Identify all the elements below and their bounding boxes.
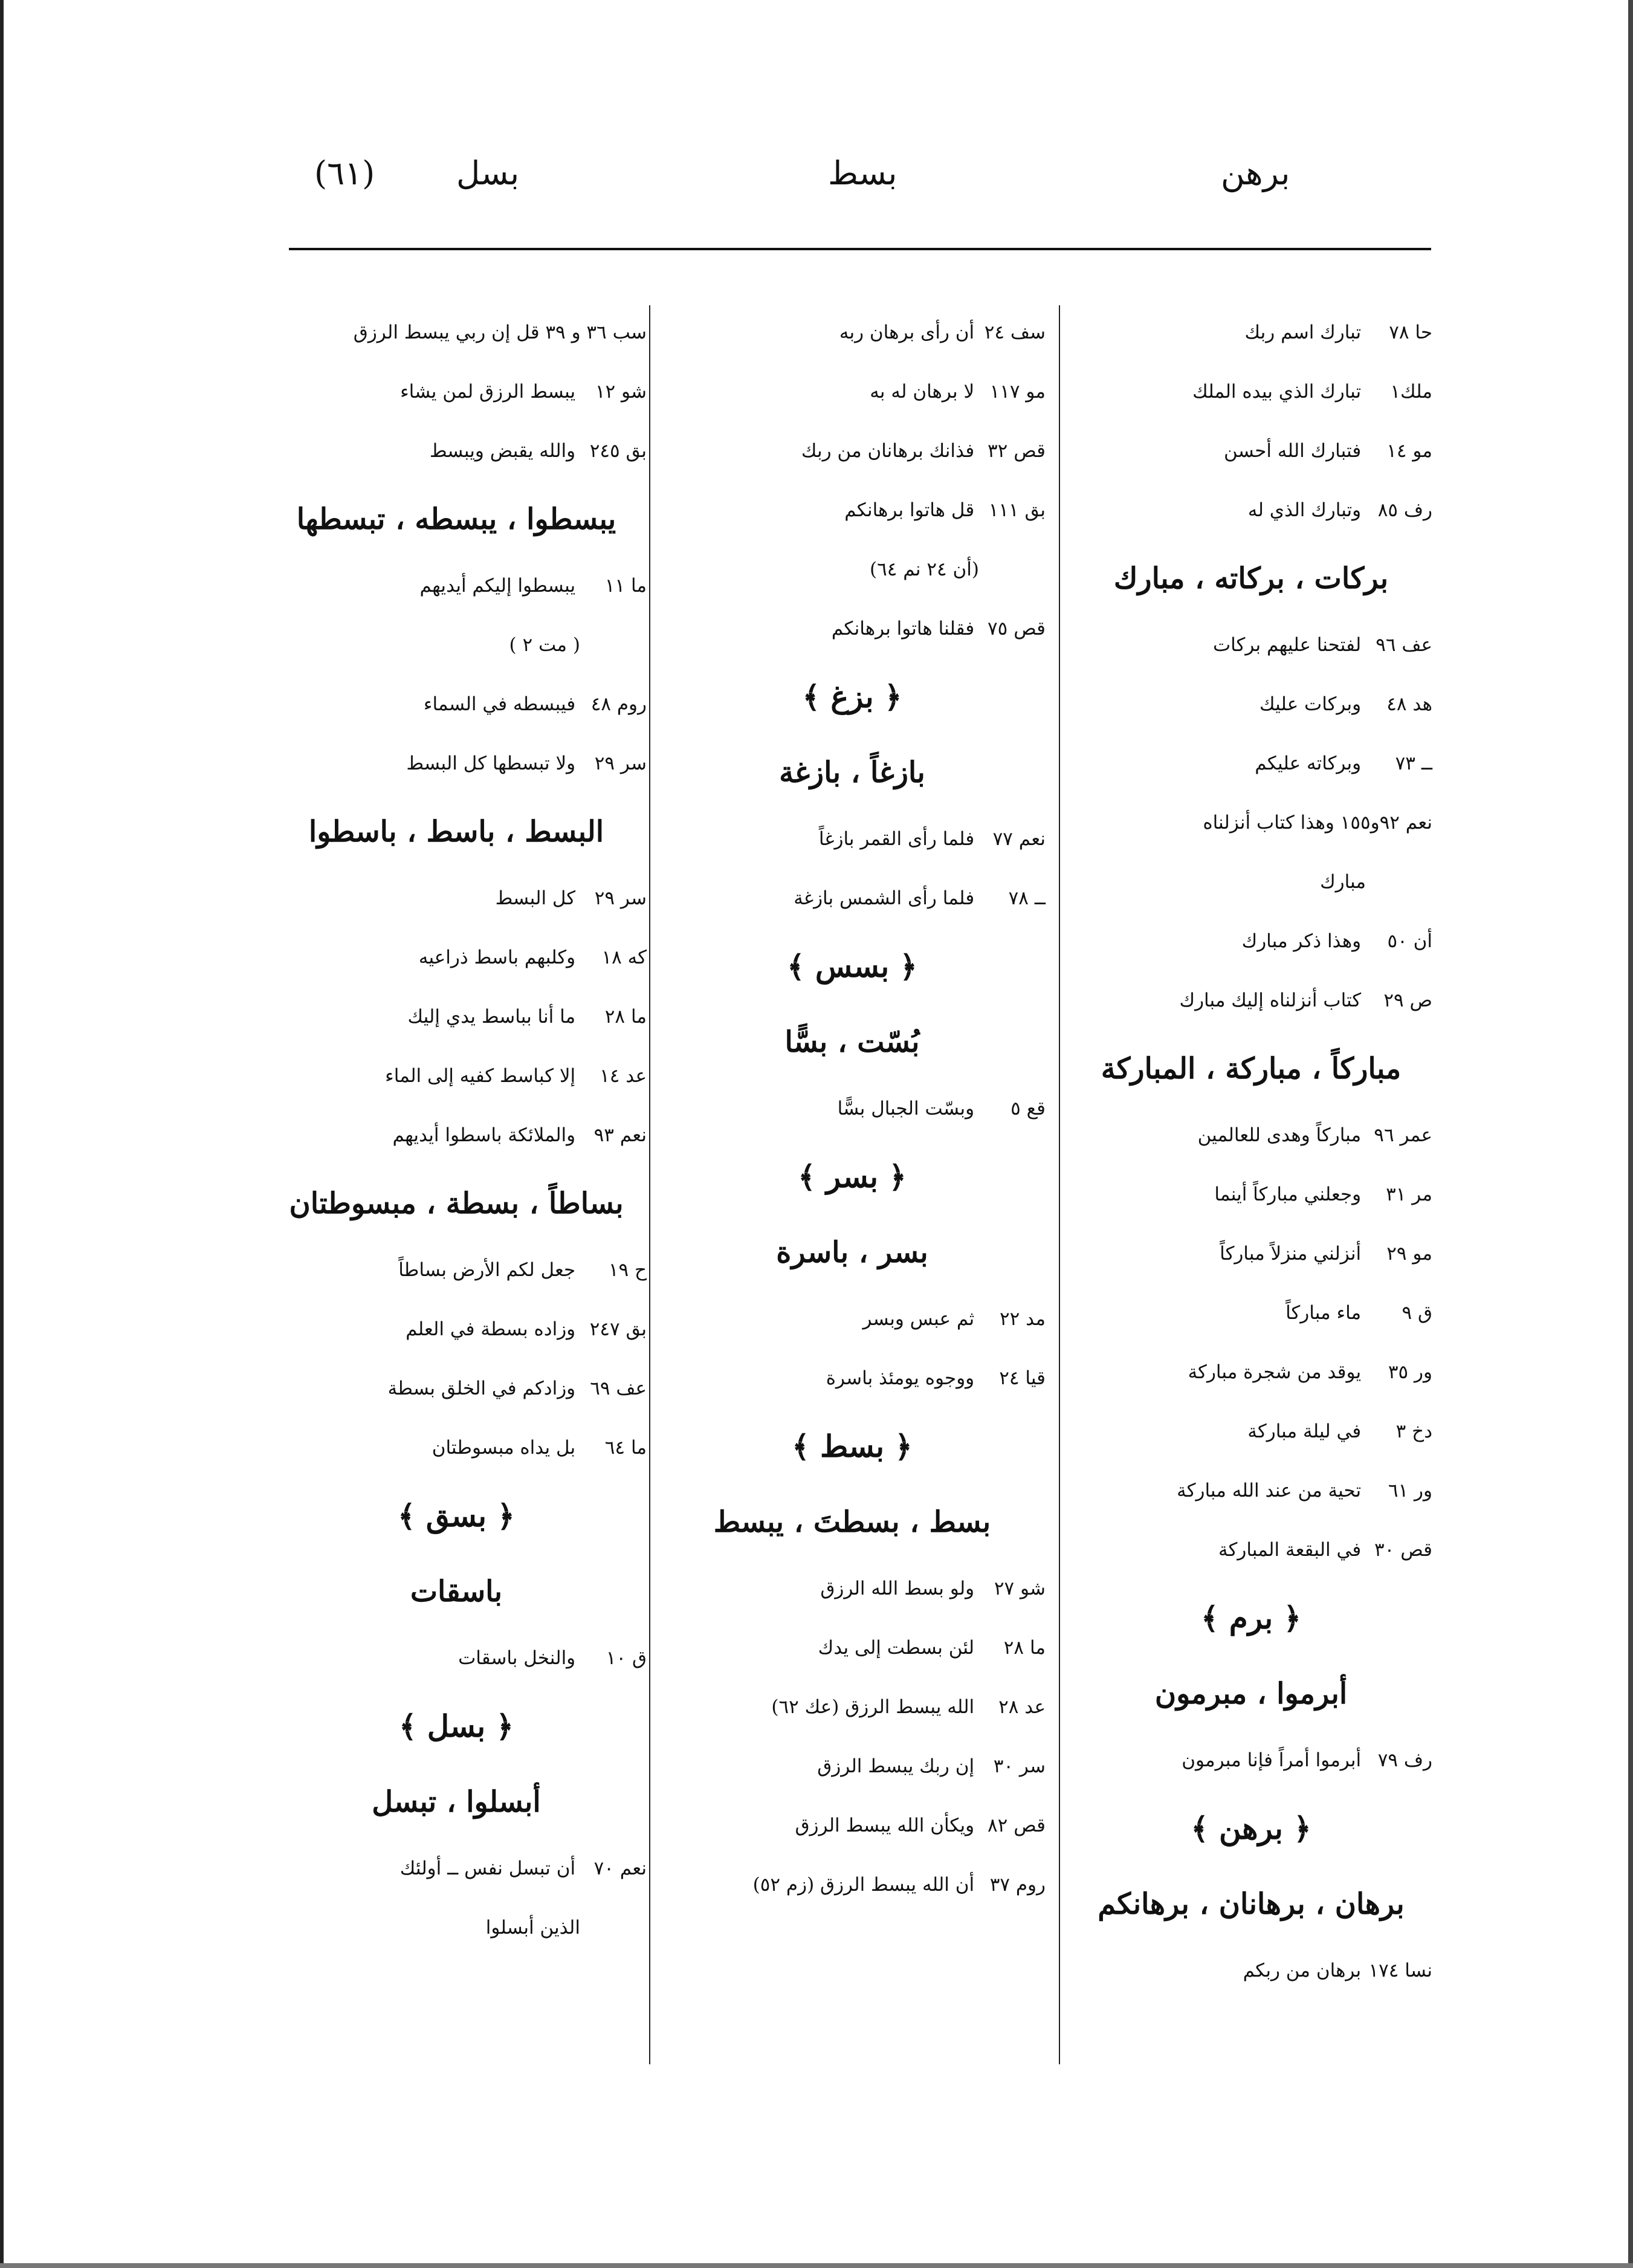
verse-reference: قيا ٢٤ xyxy=(999,1367,1046,1389)
verse-reference: عد ٢٨ xyxy=(998,1696,1046,1718)
verse-text: كتاب أنزلناه إليك مبارك xyxy=(1179,990,1367,1011)
root-word: ﴿ برم ﴾ xyxy=(1201,1600,1301,1636)
verse-text: جعل لكم الأرض بساطاً xyxy=(398,1259,581,1281)
verse-entry xyxy=(1242,917,1432,965)
verse-text: إن ربك يبسط الرزق xyxy=(817,1755,980,1777)
verse-entry xyxy=(801,427,1046,475)
verse-reference: ما ١١ xyxy=(604,575,647,597)
root-word: ﴿ برهن ﴾ xyxy=(1191,1810,1311,1846)
verse-entry xyxy=(832,604,1046,653)
verse-text: ماء مباركاً xyxy=(1285,1302,1367,1324)
verse-text: مباركاً وهدى للعالمين xyxy=(1197,1124,1367,1146)
scan-border-bottom xyxy=(0,2263,1633,2268)
verse-entry xyxy=(354,308,647,357)
verse-text: والملائكة باسطوا أيديهم xyxy=(392,1124,581,1146)
verse-entry xyxy=(870,368,1046,416)
verse-reference: ق ١٠ xyxy=(606,1647,647,1669)
verse-entry xyxy=(1198,1111,1432,1159)
verse-text: وزاده بسطة في العلم xyxy=(406,1318,581,1340)
verse-text: تبارك الذي بيده الملك xyxy=(1192,381,1367,403)
verse-entry xyxy=(1255,739,1432,788)
verse-entry xyxy=(385,1052,647,1100)
verse-entry xyxy=(430,427,647,475)
verse-reference: روم ٣٧ xyxy=(989,1874,1046,1896)
verse-entry xyxy=(496,874,647,922)
verse-reference: ور ٣٥ xyxy=(1388,1361,1432,1383)
entry-heading: مباركاً ، مباركة ، المباركة xyxy=(1101,1052,1402,1086)
verse-continuation: مبارك xyxy=(1320,871,1366,893)
verse-text: لا برهان له به xyxy=(870,381,980,403)
verse-reference: عد ١٤ xyxy=(600,1065,647,1087)
root-word: ﴿ بسق ﴾ xyxy=(398,1498,515,1534)
verse-reference: مو ٢٩ xyxy=(1386,1243,1432,1265)
verse-text: وهذا ذكر مبارك xyxy=(1241,930,1367,952)
column-rule-left xyxy=(649,305,650,2064)
verse-reference: هد ٤٨ xyxy=(1386,693,1432,715)
page-header xyxy=(0,154,1633,221)
entry-heading: أبرموا ، مبرمون xyxy=(1154,1677,1348,1711)
entry-heading: يبسطوا ، يبسطه ، تبسطها xyxy=(296,502,616,536)
verse-reference: ــ ٧٨ xyxy=(1008,887,1046,909)
verse-entry xyxy=(844,486,1046,534)
verse-reference: نعم ٩٣ xyxy=(593,1124,647,1146)
verse-reference: رف ٧٩ xyxy=(1377,1749,1432,1771)
verse-entry xyxy=(1177,1466,1432,1515)
verse-text: قل هاتوا برهانكم xyxy=(844,499,980,521)
verse-text: لفتحنا عليهم بركات xyxy=(1212,634,1367,656)
verse-entry xyxy=(1247,1407,1432,1456)
verse-text: وبركات عليك xyxy=(1259,693,1367,715)
verse-reference: قص ٣٢ xyxy=(988,440,1046,462)
verse-reference: أن ٥٠ xyxy=(1387,930,1432,952)
verse-reference: ص ٢٩ xyxy=(1383,990,1432,1011)
verse-entry xyxy=(1214,1170,1432,1219)
verse-text: ويكأن الله يبسط الرزق xyxy=(795,1815,980,1836)
verse-text: والنخل باسقات xyxy=(458,1647,581,1669)
verse-entry xyxy=(826,1354,1046,1402)
verse-reference: بق ١١١ xyxy=(988,499,1046,521)
verse-entry xyxy=(407,993,647,1041)
verse-reference: ما ٢٨ xyxy=(1003,1637,1046,1659)
root-word: ﴿ بسر ﴾ xyxy=(798,1159,907,1194)
verse-entry xyxy=(838,1084,1046,1133)
verse-text: ولو بسط الله الرزق xyxy=(820,1578,980,1599)
verse-entry xyxy=(419,933,647,982)
verse-reference: سب ٣٦ و ٣٩ xyxy=(545,322,647,343)
verse-reference: قص ٣٠ xyxy=(1374,1539,1432,1561)
verse-entry xyxy=(400,1844,647,1893)
verse-entry xyxy=(420,562,647,610)
verse-entry xyxy=(794,874,1046,922)
verse-continuation: الذين أبسلوا xyxy=(485,1917,580,1939)
verse-reference: سر ٢٩ xyxy=(594,753,647,774)
verse-entry xyxy=(795,1801,1046,1850)
verse-text: يبسط الرزق لمن يشاء xyxy=(400,381,581,403)
verse-reference: بق ٢٤٧ xyxy=(589,1318,647,1340)
verse-entry xyxy=(817,1742,1046,1790)
verse-reference: نعم ٩٢و١٥٥ xyxy=(1340,812,1432,834)
header-word-right: برهن xyxy=(1221,154,1290,192)
verse-text: فيبسطه في السماء xyxy=(423,693,581,715)
entry-heading: البسط ، باسط ، باسطوا xyxy=(308,815,604,849)
verse-entry xyxy=(424,680,647,728)
verse-reference: نعم ٧٧ xyxy=(992,828,1046,850)
verse-reference: شو ١٢ xyxy=(595,381,647,403)
verse-entry xyxy=(1203,799,1432,847)
verse-text: تبارك اسم ربك xyxy=(1244,322,1367,343)
verse-reference: عف ٩٦ xyxy=(1376,634,1432,656)
verse-text: فقلنا هاتوا برهانكم xyxy=(831,618,980,640)
verse-reference: سف ٢٤ xyxy=(984,322,1046,343)
verse-reference: مو ١٤ xyxy=(1386,440,1432,462)
verse-reference: عف ٦٩ xyxy=(590,1378,647,1399)
verse-text: في ليلة مباركة xyxy=(1247,1421,1367,1442)
verse-text: ووجوه يومئذ باسرة xyxy=(826,1367,980,1389)
verse-entry xyxy=(753,1861,1046,1909)
verse-entry xyxy=(839,308,1046,357)
verse-text: ولا تبسطها كل البسط xyxy=(406,753,581,774)
verse-text: وكلبهم باسط ذراعيه xyxy=(418,947,581,968)
verse-entry xyxy=(771,1683,1046,1731)
entry-heading: بساطاً ، بسطة ، مبسوطتان xyxy=(289,1187,624,1220)
verse-entry xyxy=(1243,1946,1432,1995)
verse-text: فتبارك الله أحسن xyxy=(1223,440,1367,462)
verse-entry xyxy=(1224,427,1432,475)
entry-heading: بُسّت ، بسًّا xyxy=(784,1025,920,1059)
verse-entry xyxy=(1248,486,1432,534)
verse-reference: ما ٢٨ xyxy=(604,1006,647,1028)
page-number: (٦١) xyxy=(314,154,375,192)
verse-reference: ق ٩ xyxy=(1402,1302,1432,1324)
verse-text: إلا كباسط كفيه إلى الماء xyxy=(385,1065,581,1087)
verse-reference: نسا ١٧٤ xyxy=(1368,1960,1432,1981)
verse-text: في البقعة المباركة xyxy=(1218,1539,1367,1561)
verse-reference: قص ٨٢ xyxy=(988,1815,1046,1836)
verse-text: وهذا كتاب أنزلناه xyxy=(1203,812,1340,834)
verse-text: ثم عبس وبسر xyxy=(862,1308,980,1330)
verse-text: أن رأى برهان ربه xyxy=(839,322,980,343)
verse-reference: عمر ٩٦ xyxy=(1374,1124,1432,1146)
column-rule-right xyxy=(1059,305,1060,2064)
root-word: ﴿ بسل ﴾ xyxy=(399,1708,514,1744)
verse-entry xyxy=(819,815,1046,863)
verse-entry xyxy=(862,1295,1046,1343)
root-word: ﴿ بزغ ﴾ xyxy=(802,679,902,714)
entry-heading: برهان ، برهانان ، برهانكم xyxy=(1098,1887,1405,1921)
verse-entry xyxy=(398,1246,647,1294)
verse-entry xyxy=(388,1364,647,1413)
verse-text: كل البسط xyxy=(495,887,581,909)
root-word: ﴿ بسس ﴾ xyxy=(787,948,917,984)
entry-heading: بركات ، بركاته ، مبارك xyxy=(1113,562,1389,595)
verse-entry xyxy=(458,1634,647,1682)
verse-entry xyxy=(818,1624,1046,1672)
verse-reference: مر ٣١ xyxy=(1386,1184,1432,1205)
verse-reference: ح ١٩ xyxy=(608,1259,647,1281)
verse-text: وجعلني مباركاً أينما xyxy=(1214,1184,1367,1205)
verse-text: فذانك برهانان من ربك xyxy=(801,440,980,462)
verse-entry xyxy=(400,368,647,416)
verse-reference: بق ٢٤٥ xyxy=(589,440,647,462)
verse-text: أنزلني منزلاً مباركاً xyxy=(1220,1243,1367,1265)
verse-reference: مد ٢٢ xyxy=(999,1308,1046,1330)
verse-text: وتبارك الذي له xyxy=(1247,499,1367,521)
entry-heading: بسط ، بسطتَ ، يبسط xyxy=(713,1505,991,1539)
verse-reference: حا ٧٨ xyxy=(1389,322,1432,343)
verse-reference: ــ ٧٣ xyxy=(1395,753,1432,774)
verse-entry xyxy=(406,1305,647,1353)
verse-text: يوقد من شجرة مباركة xyxy=(1188,1361,1367,1383)
verse-reference: سر ٣٠ xyxy=(993,1755,1046,1777)
verse-entry xyxy=(1192,368,1432,416)
verse-text: تحية من عند الله مباركة xyxy=(1177,1480,1367,1502)
verse-reference: قص ٧٥ xyxy=(988,618,1046,640)
verse-entry xyxy=(1182,1736,1432,1784)
verse-entry xyxy=(1218,1526,1432,1574)
verse-entry xyxy=(1188,1348,1432,1396)
verse-reference: قع ٥ xyxy=(1011,1098,1046,1119)
verse-entry xyxy=(1285,1289,1432,1337)
verse-text: قل إن ربي يبسط الرزق xyxy=(353,322,546,343)
scan-border-left xyxy=(0,0,4,2268)
verse-entry xyxy=(1220,1230,1432,1278)
verse-text: وزادكم في الخلق بسطة xyxy=(387,1378,581,1399)
verse-reference: روم ٤٨ xyxy=(590,693,647,715)
verse-text: وبركاته عليكم xyxy=(1255,753,1367,774)
verse-reference: سر ٢٩ xyxy=(594,887,647,909)
verse-text: الله يبسط الرزق (عك ٦٢) xyxy=(771,1696,980,1718)
verse-entry xyxy=(392,1111,647,1159)
verse-continuation: (أن ٢٤ نم ٦٤) xyxy=(869,559,979,580)
header-rule xyxy=(289,248,1431,250)
verse-continuation: ( مت ٢ ) xyxy=(509,634,580,656)
verse-text: ما أنا بباسط يدي إليك xyxy=(407,1006,581,1028)
verse-entry xyxy=(1213,621,1432,669)
verse-text: أن تبسل نفس ــ أولئك xyxy=(399,1858,581,1879)
root-word: ﴿ بسط ﴾ xyxy=(792,1428,913,1464)
verse-reference: ملك١ xyxy=(1390,381,1432,403)
verse-text: فلما رأى القمر بازغاً xyxy=(818,828,980,850)
verse-text: فلما رأى الشمس بازغة xyxy=(794,887,980,909)
verse-text: لئن بسطت إلى يدك xyxy=(818,1637,980,1659)
header-word-center: بسط xyxy=(828,154,897,192)
verse-entry xyxy=(820,1564,1046,1613)
verse-entry xyxy=(1260,680,1432,728)
verse-reference: كه ١٨ xyxy=(601,947,647,968)
verse-entry xyxy=(406,739,647,788)
scan-border-right xyxy=(1628,0,1633,2268)
verse-text: يبسطوا إليكم أيديهم xyxy=(419,575,581,597)
verse-entry xyxy=(1180,976,1432,1025)
verse-entry xyxy=(432,1424,647,1472)
verse-text: وبسّت الجبال بسًّا xyxy=(837,1098,980,1119)
entry-heading: أبسلوا ، تبسل xyxy=(372,1785,541,1819)
entry-heading: باسقات xyxy=(410,1575,503,1609)
entry-heading: بسر ، باسرة xyxy=(776,1236,928,1269)
verse-reference: رف ٨٥ xyxy=(1377,499,1432,521)
header-word-left: بسل xyxy=(456,154,520,192)
verse-reference: ما ٦٤ xyxy=(604,1437,647,1459)
verse-text: أن الله يبسط الرزق (زم ٥٢) xyxy=(752,1874,980,1896)
verse-text: بل يداه مبسوطتان xyxy=(432,1437,581,1459)
verse-text: والله يقبض ويبسط xyxy=(429,440,581,462)
verse-reference: شو ٢٧ xyxy=(994,1578,1046,1599)
verse-entry xyxy=(1245,308,1432,357)
verse-reference: مو ١١٧ xyxy=(989,381,1046,403)
verse-reference: ور ٦١ xyxy=(1388,1480,1432,1502)
entry-heading: بازغاً ، بازغة xyxy=(779,756,925,789)
verse-reference: دخ ٣ xyxy=(1395,1421,1432,1442)
verse-text: برهان من ربكم xyxy=(1243,1960,1367,1981)
verse-reference: نعم ٧٠ xyxy=(593,1858,647,1879)
verse-text: أبرموا أمراً فإنا مبرمون xyxy=(1182,1749,1367,1771)
